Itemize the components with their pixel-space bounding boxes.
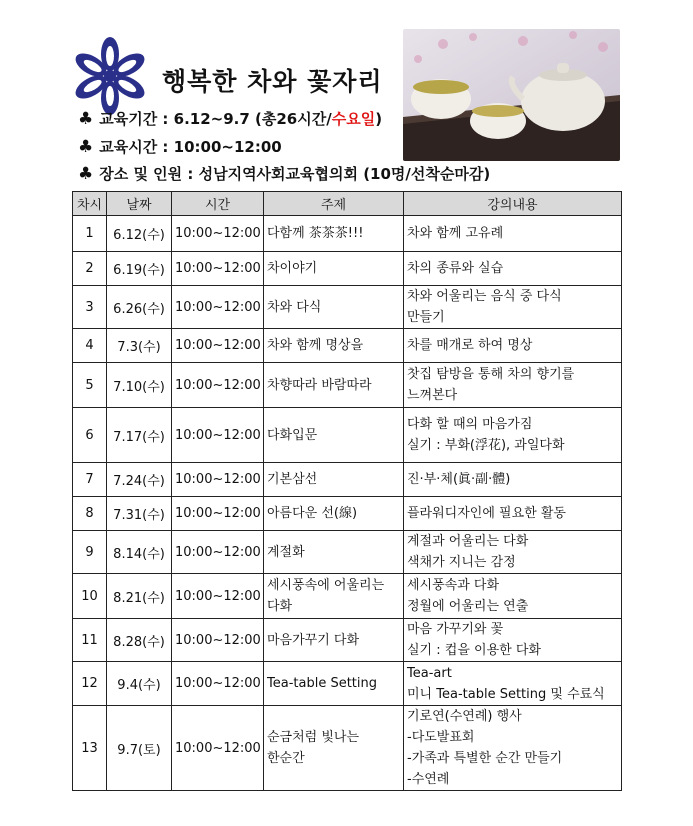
flower-logo-icon <box>70 36 150 116</box>
session-date: 7.24(수) <box>107 463 172 497</box>
session-topic <box>264 286 404 329</box>
session-number: 3 <box>73 286 107 329</box>
club-icon: ♣ <box>78 164 94 184</box>
session-content <box>404 463 622 497</box>
session-number: 13 <box>73 706 107 791</box>
session-topic <box>264 706 404 791</box>
session-number: 1 <box>73 216 107 252</box>
session-topic-line: 차와 다식 <box>267 299 322 315</box>
club-icon: ♣ <box>78 137 94 157</box>
session-number: 6 <box>73 408 107 463</box>
session-topic-line: 아름다운 선(線) <box>267 506 358 521</box>
session-content-line: 차와 어울리는 음식 중 다식 <box>407 289 562 304</box>
session-topic <box>264 619 404 662</box>
session-content <box>404 286 622 329</box>
time-label: 교육시간 : <box>99 138 174 156</box>
place-value: 성남지역사회교육협의회 (10명/선착순마감) <box>198 165 491 183</box>
session-content-line: 실기 : 부화(浮花), 과일다화 <box>407 438 565 453</box>
session-time: 10:00~12:00 <box>172 463 264 497</box>
session-content-line: 정월에 어울리는 연출 <box>407 599 529 614</box>
session-time: 10:00~12:00 <box>172 497 264 531</box>
session-time: 10:00~12:00 <box>172 531 264 574</box>
time-value: 10:00~12:00 <box>173 138 282 156</box>
session-date: 8.21(수) <box>107 574 172 619</box>
session-topic <box>264 531 404 574</box>
session-content-line: -다도발표회 <box>407 730 475 745</box>
session-content-line: 실기 : 컵을 이용한 다화 <box>407 643 541 658</box>
header-date: 날짜 <box>107 192 172 216</box>
session-content-line: 마음 가꾸기와 꽃 <box>407 622 504 637</box>
session-content-line: 차의 종류와 실습 <box>407 261 504 276</box>
place-and-capacity <box>78 163 490 184</box>
session-content-line: 찻집 탐방을 통해 차의 향기를 <box>407 367 575 382</box>
session-topic <box>264 497 404 531</box>
session-topic <box>264 216 404 252</box>
session-time: 10:00~12:00 <box>172 252 264 286</box>
schedule-table <box>72 191 622 791</box>
session-time: 10:00~12:00 <box>172 662 264 706</box>
session-number: 4 <box>73 329 107 363</box>
session-topic <box>264 662 404 706</box>
table-row <box>73 574 622 619</box>
club-icon: ♣ <box>78 109 94 129</box>
session-topic-line: 차와 함께 명상을 <box>267 338 364 353</box>
session-content-line: 차와 함께 고유례 <box>407 226 504 241</box>
session-time: 10:00~12:00 <box>172 329 264 363</box>
session-topic <box>264 363 404 408</box>
session-time: 10:00~12:00 <box>172 286 264 329</box>
period-day: 수요일 <box>331 110 376 128</box>
session-number: 11 <box>73 619 107 662</box>
table-row <box>73 497 622 531</box>
session-date: 8.28(수) <box>107 619 172 662</box>
session-number: 2 <box>73 252 107 286</box>
session-time: 10:00~12:00 <box>172 216 264 252</box>
period-label: 교육기간 : <box>99 110 174 128</box>
session-date: 7.31(수) <box>107 497 172 531</box>
session-content <box>404 662 622 706</box>
session-time: 10:00~12:00 <box>172 408 264 463</box>
session-date: 6.19(수) <box>107 252 172 286</box>
session-content-line: Tea-art <box>407 665 452 681</box>
session-time: 10:00~12:00 <box>172 706 264 791</box>
session-time: 10:00~12:00 <box>172 619 264 662</box>
session-topic-line: 순금처럼 빛나는 <box>267 730 360 745</box>
session-date: 9.7(토) <box>107 706 172 791</box>
session-content <box>404 619 622 662</box>
session-topic <box>264 463 404 497</box>
table-row <box>73 662 622 706</box>
header-content: 강의내용 <box>404 192 622 216</box>
session-topic-line: 계절화 <box>267 544 305 560</box>
session-number: 5 <box>73 363 107 408</box>
session-time: 10:00~12:00 <box>172 574 264 619</box>
table-row <box>73 252 622 286</box>
session-date: 7.3(수) <box>107 329 172 363</box>
session-topic-line: 다화입문 <box>267 427 318 443</box>
session-number: 7 <box>73 463 107 497</box>
session-content-line: 진·부·체(眞·副·體) <box>407 472 511 487</box>
header-time: 시간 <box>172 192 264 216</box>
table-row <box>73 408 622 463</box>
session-content-line: 기로연(수연례) 행사 <box>407 709 522 724</box>
session-content-line: 미니 Tea-table Setting 및 수료식 <box>407 686 605 702</box>
header-session: 차시 <box>73 192 107 216</box>
session-date: 9.4(수) <box>107 662 172 706</box>
session-topic-line: 다함께 茶茶茶!!! <box>267 226 364 241</box>
table-row <box>73 619 622 662</box>
table-row <box>73 286 622 329</box>
session-topic-line: 마음가꾸기 다화 <box>267 632 360 648</box>
session-content-line: 세시풍속과 다화 <box>407 578 500 593</box>
session-number: 10 <box>73 574 107 619</box>
place-label: 장소 및 인원 : <box>99 165 199 183</box>
session-number: 8 <box>73 497 107 531</box>
session-content <box>404 408 622 463</box>
education-period <box>78 108 382 129</box>
session-content-line: 다화 할 때의 마음가짐 <box>407 417 533 432</box>
session-content-line: 색채가 지니는 감정 <box>407 555 516 570</box>
session-content-line: -수연례 <box>407 772 450 787</box>
session-content-line: 플라워디자인에 필요한 활동 <box>407 506 566 521</box>
session-content-line: -가족과 특별한 순간 만들기 <box>407 751 563 766</box>
session-content <box>404 497 622 531</box>
session-content <box>404 252 622 286</box>
education-time <box>78 136 282 157</box>
session-date: 7.17(수) <box>107 408 172 463</box>
table-row <box>73 363 622 408</box>
session-content-line: 계절과 어울리는 다화 <box>407 534 529 549</box>
table-row <box>73 706 622 791</box>
table-row <box>73 463 622 497</box>
session-content <box>404 329 622 363</box>
session-content-line: 차를 매개로 하여 명상 <box>407 338 533 353</box>
session-content <box>404 363 622 408</box>
period-value: 6.12~9.7 (총26시간/ <box>173 110 332 128</box>
table-header-row <box>73 192 622 216</box>
header-topic: 주제 <box>264 192 404 216</box>
session-content <box>404 531 622 574</box>
session-date: 6.12(수) <box>107 216 172 252</box>
session-number: 12 <box>73 662 107 706</box>
table-row <box>73 329 622 363</box>
session-topic-line: 기본삼선 <box>267 472 318 487</box>
tea-set-photo <box>403 29 620 161</box>
session-number: 9 <box>73 531 107 574</box>
session-time: 10:00~12:00 <box>172 363 264 408</box>
session-topic <box>264 574 404 619</box>
table-body <box>73 216 622 791</box>
session-topic-line: 세시풍속에 어울리는 <box>267 578 385 593</box>
session-content-line: 만들기 <box>407 310 445 325</box>
session-date: 8.14(수) <box>107 531 172 574</box>
session-topic <box>264 252 404 286</box>
page-title: 행복한 차와 꽃자리 <box>162 67 383 96</box>
session-topic <box>264 408 404 463</box>
session-topic-line: 다화 <box>267 599 293 614</box>
session-topic-line: 차향따라 바람따라 <box>267 377 372 393</box>
session-date: 7.10(수) <box>107 363 172 408</box>
session-topic <box>264 329 404 363</box>
session-content <box>404 216 622 252</box>
session-content-line: 느껴본다 <box>407 388 458 403</box>
session-date: 6.26(수) <box>107 286 172 329</box>
session-topic-line: Tea-table Setting <box>267 676 377 691</box>
session-content <box>404 574 622 619</box>
session-topic-line: 한순간 <box>267 751 305 766</box>
table-row <box>73 531 622 574</box>
session-content <box>404 706 622 791</box>
session-topic-line: 차이야기 <box>267 261 318 276</box>
table-row <box>73 216 622 252</box>
period-close: ) <box>375 110 383 128</box>
